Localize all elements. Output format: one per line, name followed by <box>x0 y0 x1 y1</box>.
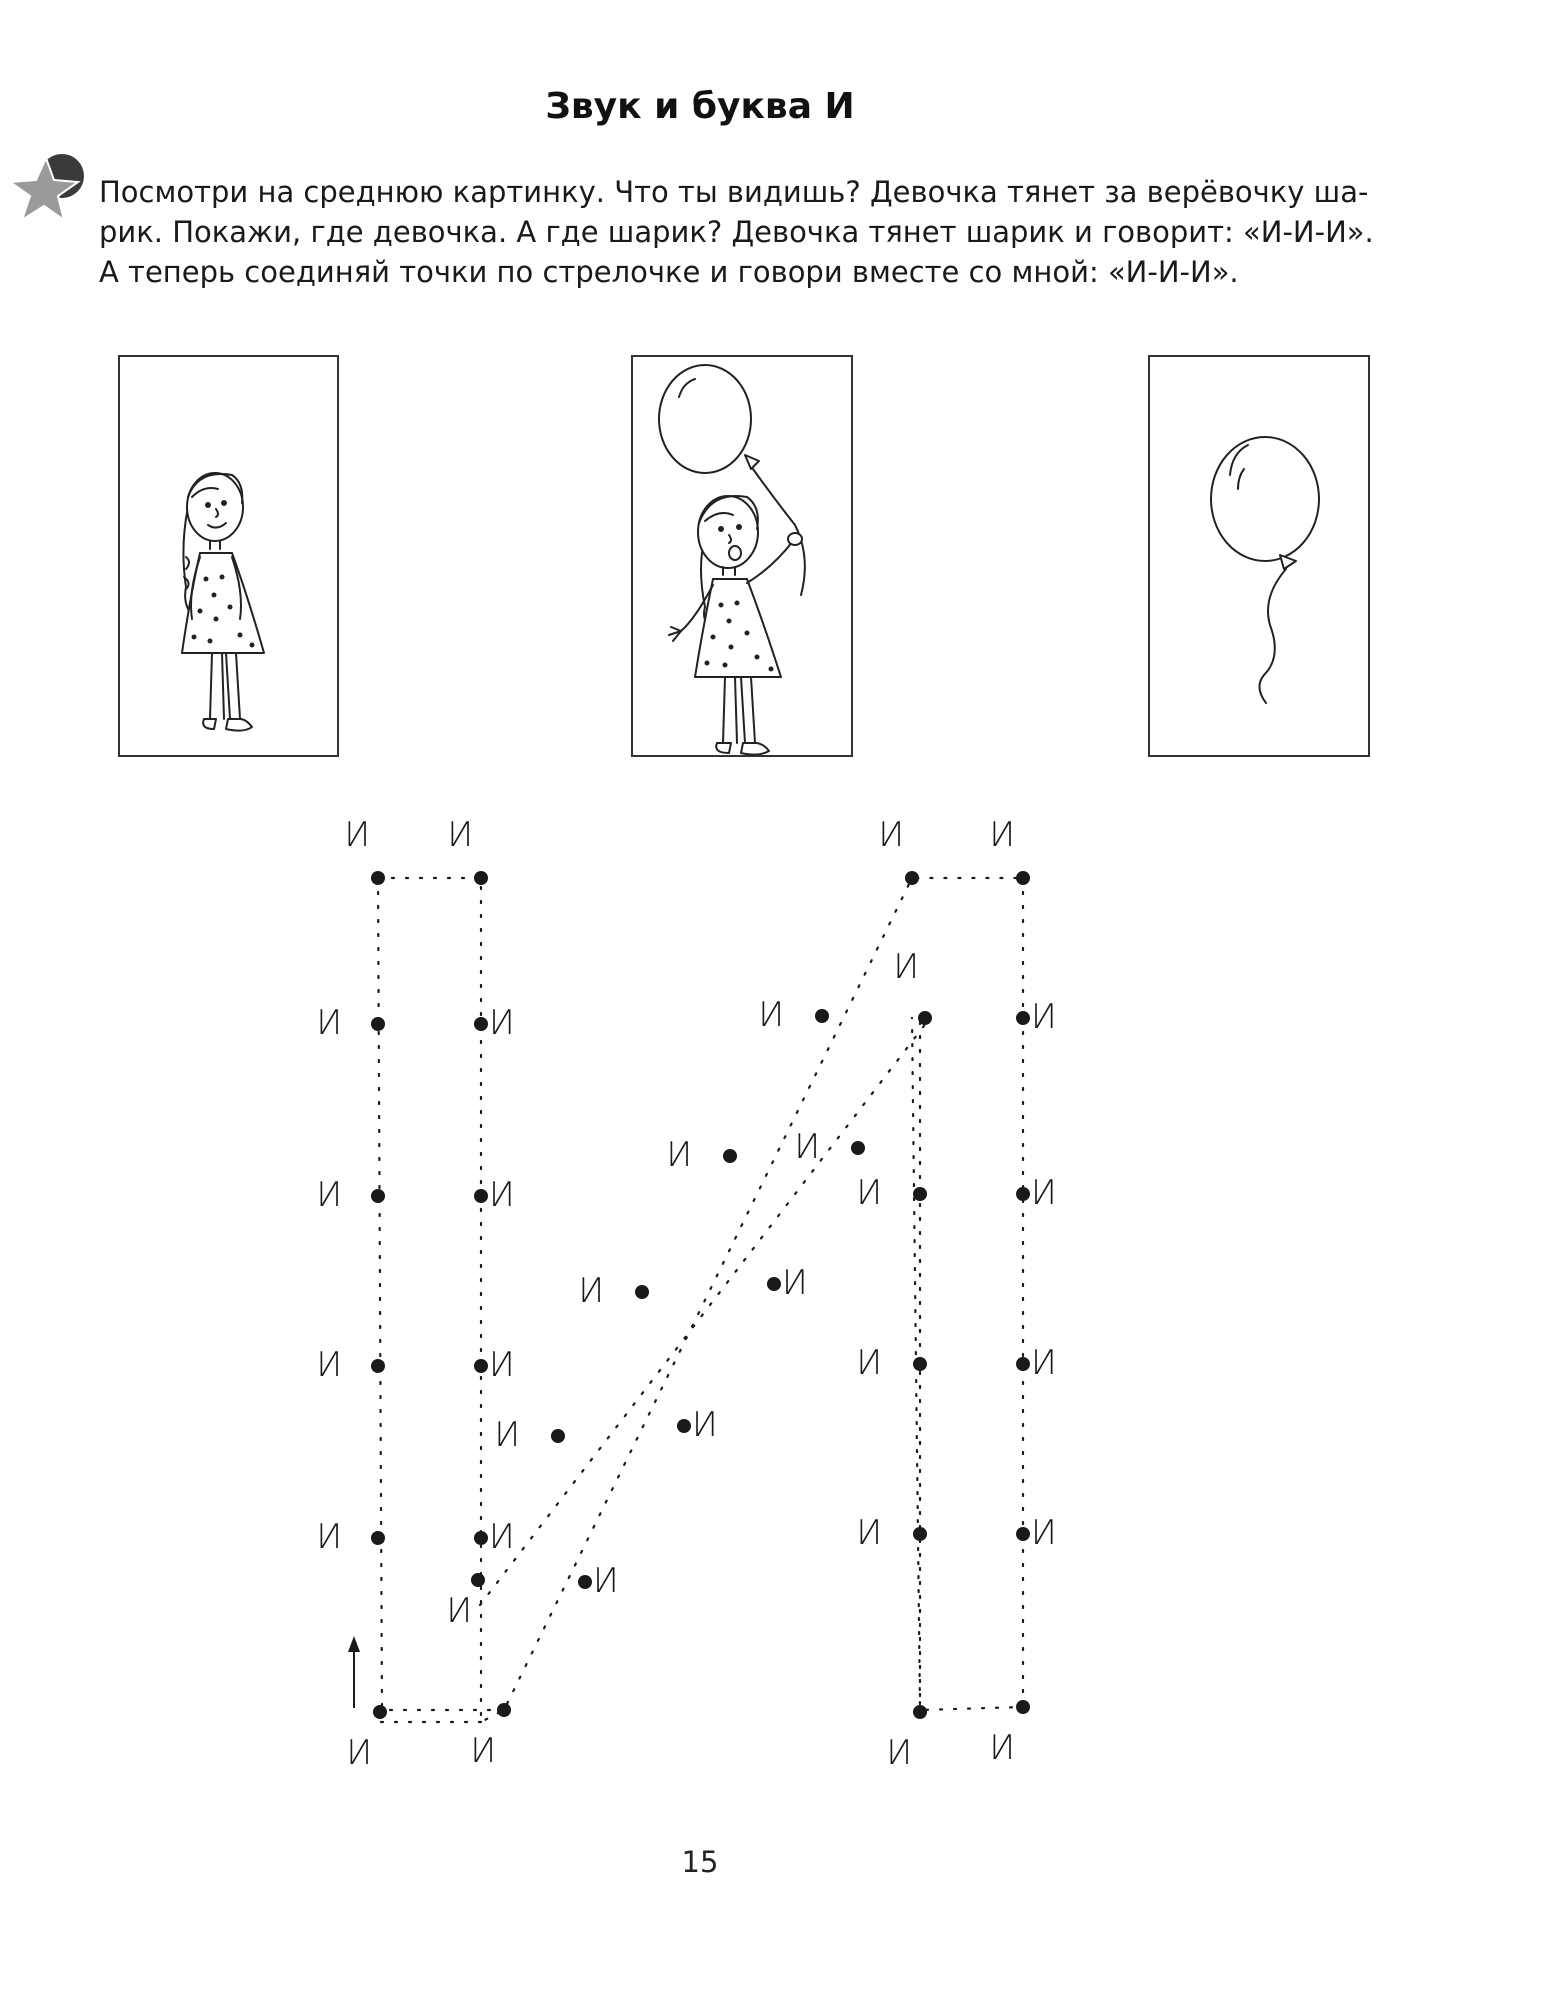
dotted-guide-line <box>378 878 504 1710</box>
trace-letter-label: И <box>316 1517 342 1557</box>
trace-dot <box>913 1357 927 1371</box>
trace-dot <box>1016 1357 1030 1371</box>
trace-dot <box>474 1359 488 1373</box>
trace-letter-label: И <box>316 1175 342 1215</box>
trace-letter-label: И <box>989 1728 1015 1768</box>
dotted-guide-line <box>378 878 1023 1722</box>
trace-dot <box>371 1189 385 1203</box>
trace-letter-label: И <box>316 1003 342 1043</box>
trace-dot <box>471 1573 485 1587</box>
trace-letter-label: И <box>1031 1343 1057 1383</box>
trace-letter-label: И <box>893 947 919 987</box>
trace-letter-label: И <box>794 1127 820 1167</box>
trace-letter-label: И <box>782 1263 808 1303</box>
trace-dot <box>905 871 919 885</box>
trace-letter-label: И <box>494 1415 520 1455</box>
trace-letter-label: И <box>470 1731 496 1771</box>
trace-dot <box>851 1141 865 1155</box>
trace-dot <box>371 1531 385 1545</box>
trace-dot <box>767 1277 781 1291</box>
trace-dot <box>474 871 488 885</box>
trace-letter-label: И <box>886 1733 912 1773</box>
trace-letter-label: И <box>489 1003 515 1043</box>
up-arrow-head-icon <box>348 1636 360 1652</box>
trace-letter-label: И <box>856 1513 882 1553</box>
trace-letter-label: И <box>489 1517 515 1557</box>
trace-letter-label: И <box>593 1561 619 1601</box>
trace-letter-label: И <box>489 1175 515 1215</box>
trace-dot <box>371 1017 385 1031</box>
trace-dot <box>913 1187 927 1201</box>
trace-dot <box>913 1527 927 1541</box>
trace-dot <box>474 1531 488 1545</box>
trace-letter-label: И <box>856 1343 882 1383</box>
trace-letter-label: И <box>1031 1173 1057 1213</box>
trace-letter-label: И <box>346 1733 372 1773</box>
trace-letter-label: И <box>1031 1513 1057 1553</box>
trace-letter-label: И <box>578 1271 604 1311</box>
trace-dot <box>578 1575 592 1589</box>
trace-letter-label: И <box>856 1173 882 1213</box>
trace-letter-label: И <box>446 1591 472 1631</box>
trace-letter-label: И <box>989 815 1015 855</box>
trace-dot <box>373 1705 387 1719</box>
trace-letter-label: И <box>344 815 370 855</box>
trace-dot <box>913 1705 927 1719</box>
trace-letter-label: И <box>758 995 784 1035</box>
trace-dot <box>497 1703 511 1717</box>
trace-dot <box>635 1285 649 1299</box>
trace-dot <box>1016 1011 1030 1025</box>
trace-letter-label: И <box>316 1345 342 1385</box>
trace-dot <box>1016 1527 1030 1541</box>
trace-letter-label: И <box>692 1405 718 1445</box>
instruction-line: А теперь соединяй точки по стрелочке и говори вместе со мной: «И-И-И». <box>99 255 1239 289</box>
trace-dot <box>371 1359 385 1373</box>
dotted-guide-line <box>912 878 1023 1710</box>
trace-dot <box>723 1149 737 1163</box>
trace-dot <box>1016 1187 1030 1201</box>
trace-dot <box>1016 871 1030 885</box>
instruction-line: Посмотри на среднюю картинку. Что ты видишь? Девочка тянет за верёвочку ша- <box>99 175 1369 209</box>
trace-letter-label: И <box>1031 997 1057 1037</box>
trace-dot <box>371 871 385 885</box>
page-title: Звук и буква И <box>545 86 855 127</box>
trace-dot <box>677 1419 691 1433</box>
trace-letter-label: И <box>489 1345 515 1385</box>
page-number: 15 <box>681 1845 719 1879</box>
trace-dot <box>918 1011 932 1025</box>
trace-dot <box>474 1017 488 1031</box>
instruction-line: рик. Покажи, где девочка. А где шарик? Девочка тянет шарик и говорит: «И-И-И». <box>99 215 1374 249</box>
trace-letter-label: И <box>878 815 904 855</box>
trace-dot <box>551 1429 565 1443</box>
trace-letter-label: И <box>666 1135 692 1175</box>
trace-letter-label: И <box>447 815 473 855</box>
trace-dot <box>815 1009 829 1023</box>
trace-dot <box>474 1189 488 1203</box>
trace-dot <box>1016 1700 1030 1714</box>
